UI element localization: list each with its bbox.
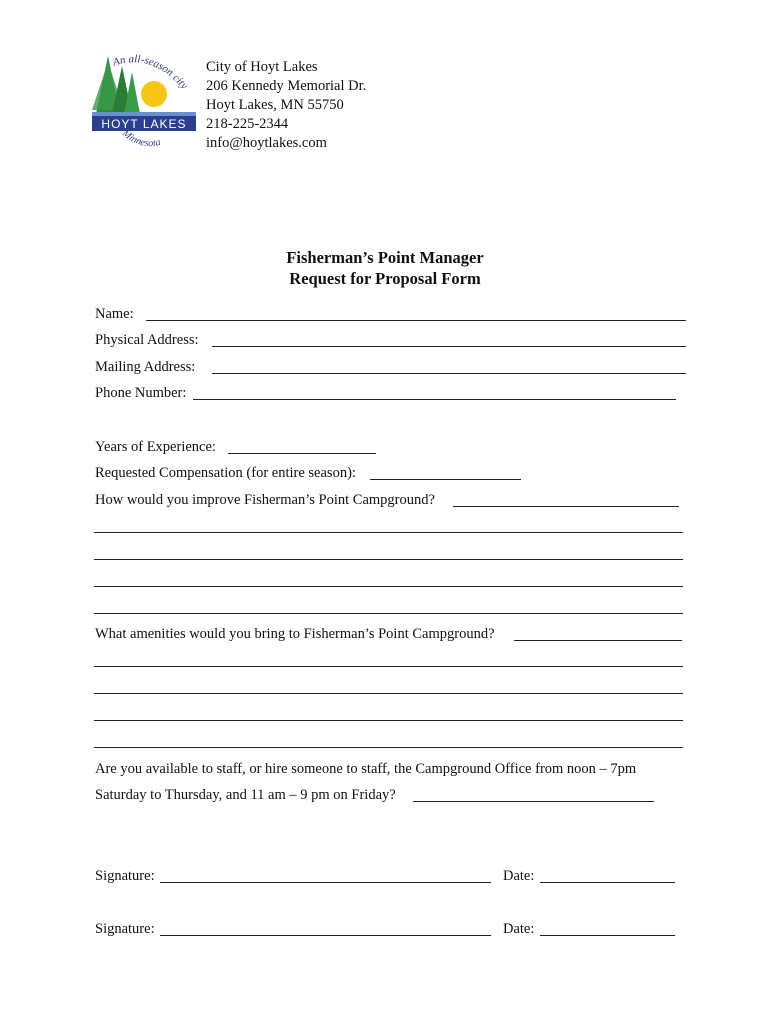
mailing-address-field[interactable] <box>212 373 686 374</box>
water-icon <box>92 112 196 116</box>
title-line-2: Request for Proposal Form <box>289 269 481 288</box>
date-field-1[interactable] <box>540 882 675 883</box>
amenities-answer-line-1[interactable] <box>94 666 683 667</box>
logo-arc-top-path: An all-season city <box>111 53 191 92</box>
improve-answer-line-0[interactable] <box>453 506 679 507</box>
amenities-answer-line-3[interactable] <box>94 720 683 721</box>
compensation-label: Requested Compensation (for entire season): <box>95 465 356 481</box>
amenities-answer-line-4[interactable] <box>94 747 683 748</box>
phone-number-label: Phone Number: <box>95 385 187 401</box>
signature-label-1: Signature: <box>95 868 155 884</box>
physical-address-field[interactable] <box>212 346 686 347</box>
hoyt-lakes-logo <box>88 52 200 160</box>
years-experience-label: Years of Experience: <box>95 439 216 455</box>
availability-answer-field[interactable] <box>413 801 654 802</box>
improve-answer-line-3[interactable] <box>94 586 683 587</box>
date-field-2[interactable] <box>540 935 675 936</box>
form-title <box>0 247 770 289</box>
email[interactable]: info@hoytlakes.com <box>206 135 327 151</box>
title-line-1: Fisherman’s Point Manager <box>286 248 484 267</box>
city-state-zip: Hoyt Lakes, MN 55750 <box>206 97 344 113</box>
signature-label-2: Signature: <box>95 921 155 937</box>
amenities-question-label: What amenities would you bring to Fisherman’s Point Campground? <box>95 626 495 642</box>
mailing-address-label: Mailing Address: <box>95 359 196 375</box>
improve-answer-line-4[interactable] <box>94 613 683 614</box>
name-label: Name: <box>95 306 134 322</box>
signature-field-1[interactable] <box>160 882 491 883</box>
amenities-answer-line-2[interactable] <box>94 693 683 694</box>
logo-banner-text: HOYT LAKES <box>101 117 187 131</box>
sun-icon <box>141 81 167 107</box>
city-name: City of Hoyt Lakes <box>206 59 318 75</box>
improve-answer-line-2[interactable] <box>94 559 683 560</box>
name-field[interactable] <box>146 320 686 321</box>
improve-answer-line-1[interactable] <box>94 532 683 533</box>
amenities-answer-line-0[interactable] <box>514 640 682 641</box>
phone: 218-225-2344 <box>206 116 289 132</box>
availability-question-line-1: Are you available to staff, or hire someone to staff, the Campground Office from noon – 7pm <box>95 761 637 777</box>
logo-arc-bottom-path: Minnesota <box>120 127 162 150</box>
date-label-1: Date: <box>503 868 535 884</box>
years-experience-field[interactable] <box>228 453 376 454</box>
availability-question-line-2: Saturday to Thursday, and 11 am – 9 pm on Friday? <box>95 787 396 803</box>
improve-question-label: How would you improve Fisherman’s Point Campground? <box>95 492 435 508</box>
city-address-block <box>206 58 366 153</box>
phone-number-field[interactable] <box>193 399 676 400</box>
physical-address-label: Physical Address: <box>95 332 199 348</box>
street-address: 206 Kennedy Memorial Dr. <box>206 78 367 94</box>
compensation-field[interactable] <box>370 479 521 480</box>
logo-graphic <box>88 52 200 160</box>
date-label-2: Date: <box>503 921 535 937</box>
signature-field-2[interactable] <box>160 935 491 936</box>
